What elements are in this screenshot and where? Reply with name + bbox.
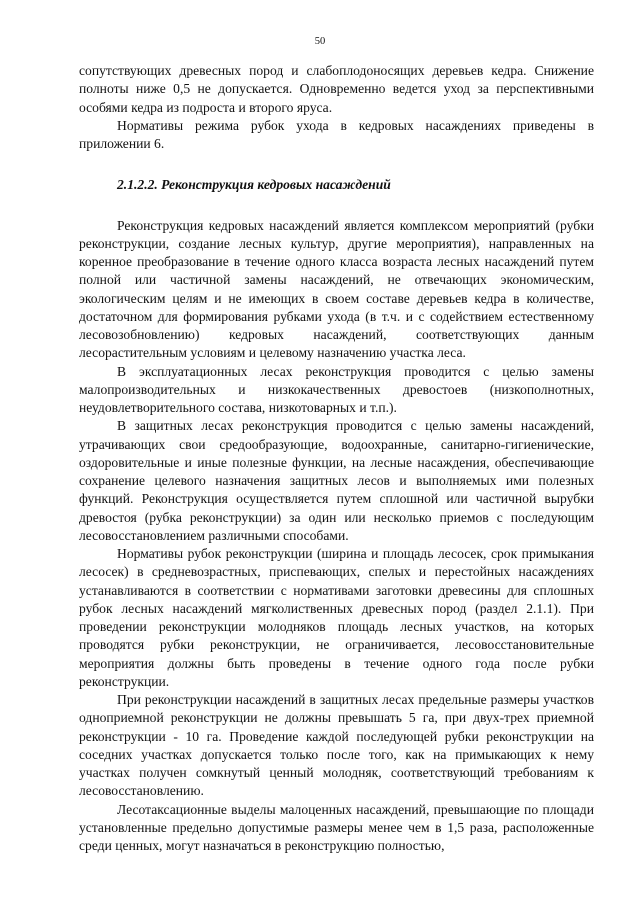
page-number: 50: [314, 36, 326, 47]
paragraph: Реконструкция кедровых насаждений является комплексом мероприятий (рубки реконструкции, создание лесных культур, другие мероприятия), направленных на коренное преобразование в течение одного класса возраста лесных насаждений путем полной или частичной замены насаждений, не отвечающих экономическим, экологическим целям и не имеющих в своем составе деревьев кедра в количестве, достаточном для формирования рубками ухода (в т.ч. и с содействием естественному лесовозобновлению) кедровых насаждений, соответствующих данным лесорастительным условиям и целевому назначению участка леса.: [79, 217, 594, 361]
paragraph: В эксплуатационных лесах реконструкция проводится с целью замены малопроизводительных и низкокачественных древостоев (низкополнотных, неудовлетворительного состава, низкотоварных и т.п.).: [79, 363, 594, 415]
paragraph: Нормативы рубок реконструкции (ширина и площадь лесосек, срок примыкания лесосек) в средневозрастных, приспевающих, спелых и перестойных насаждениях устанавливаются в соответствии с нормативами заготовки древесины для сплошных рубок лесных насаждений мягколиственных древесных пород (раздел 2.1.1). При проведении реконструкции молодняков площадь лесных участков, на которых проводятся рубки реконструкции, не ограничивается, лесовосстановительные мероприятия должны быть проведены в течение одного года после рубки реконструкции.: [79, 546, 594, 689]
paragraph: При реконструкции насаждений в защитных лесах предельные размеры участков одноприемной реконструкции не должны превышать 5 га, при двух-трех приемной реконструкции - 10 га. Проведение каждой последующей рубки реконструкции на соседних участках допускается только после того, как на примыкающих к нему участках получен сомкнутый ценный молодняк, соответствующий требованиям к лесовосстановлению.: [79, 692, 594, 799]
section-heading: 2.1.2.2. Реконструкция кедровых насаждений: [117, 177, 391, 193]
body-text: [79, 62, 594, 855]
paragraph: Нормативы режима рубок ухода в кедровых насаждениях приведены в приложении 6.: [79, 117, 594, 151]
paragraph: сопутствующих древесных пород и слабоплодоносящих деревьев кедра. Снижение полноты ниже 0,5 не допускается. Одновременно ведется уход за перспективными особями кедра из подроста и второго яруса.: [79, 63, 594, 115]
paragraph: В защитных лесах реконструкция проводится с целью замены насаждений, утрачивающих свои средообразующие, водоохранные, санитарно-гигиенические, оздоровительные и иные полезные функции, на лесные насаждения, обеспечивающие сохранение целевого назначения защитных лесов и выполняемых ими полезных функций. Реконструкция осуществляется путем сплошной или частичной вырубки древостоя (рубка реконструкции) за один или несколько приемов с последующим лесовосстановлением различными способами.: [79, 418, 594, 543]
paragraph: Лесотаксационные выделы малоценных насаждений, превышающие по площади установленные предельно допустимые размеры менее чем в 1,5 раза, расположенные среди ценных, могут назначаться в реконструкцию полностью,: [79, 801, 594, 853]
